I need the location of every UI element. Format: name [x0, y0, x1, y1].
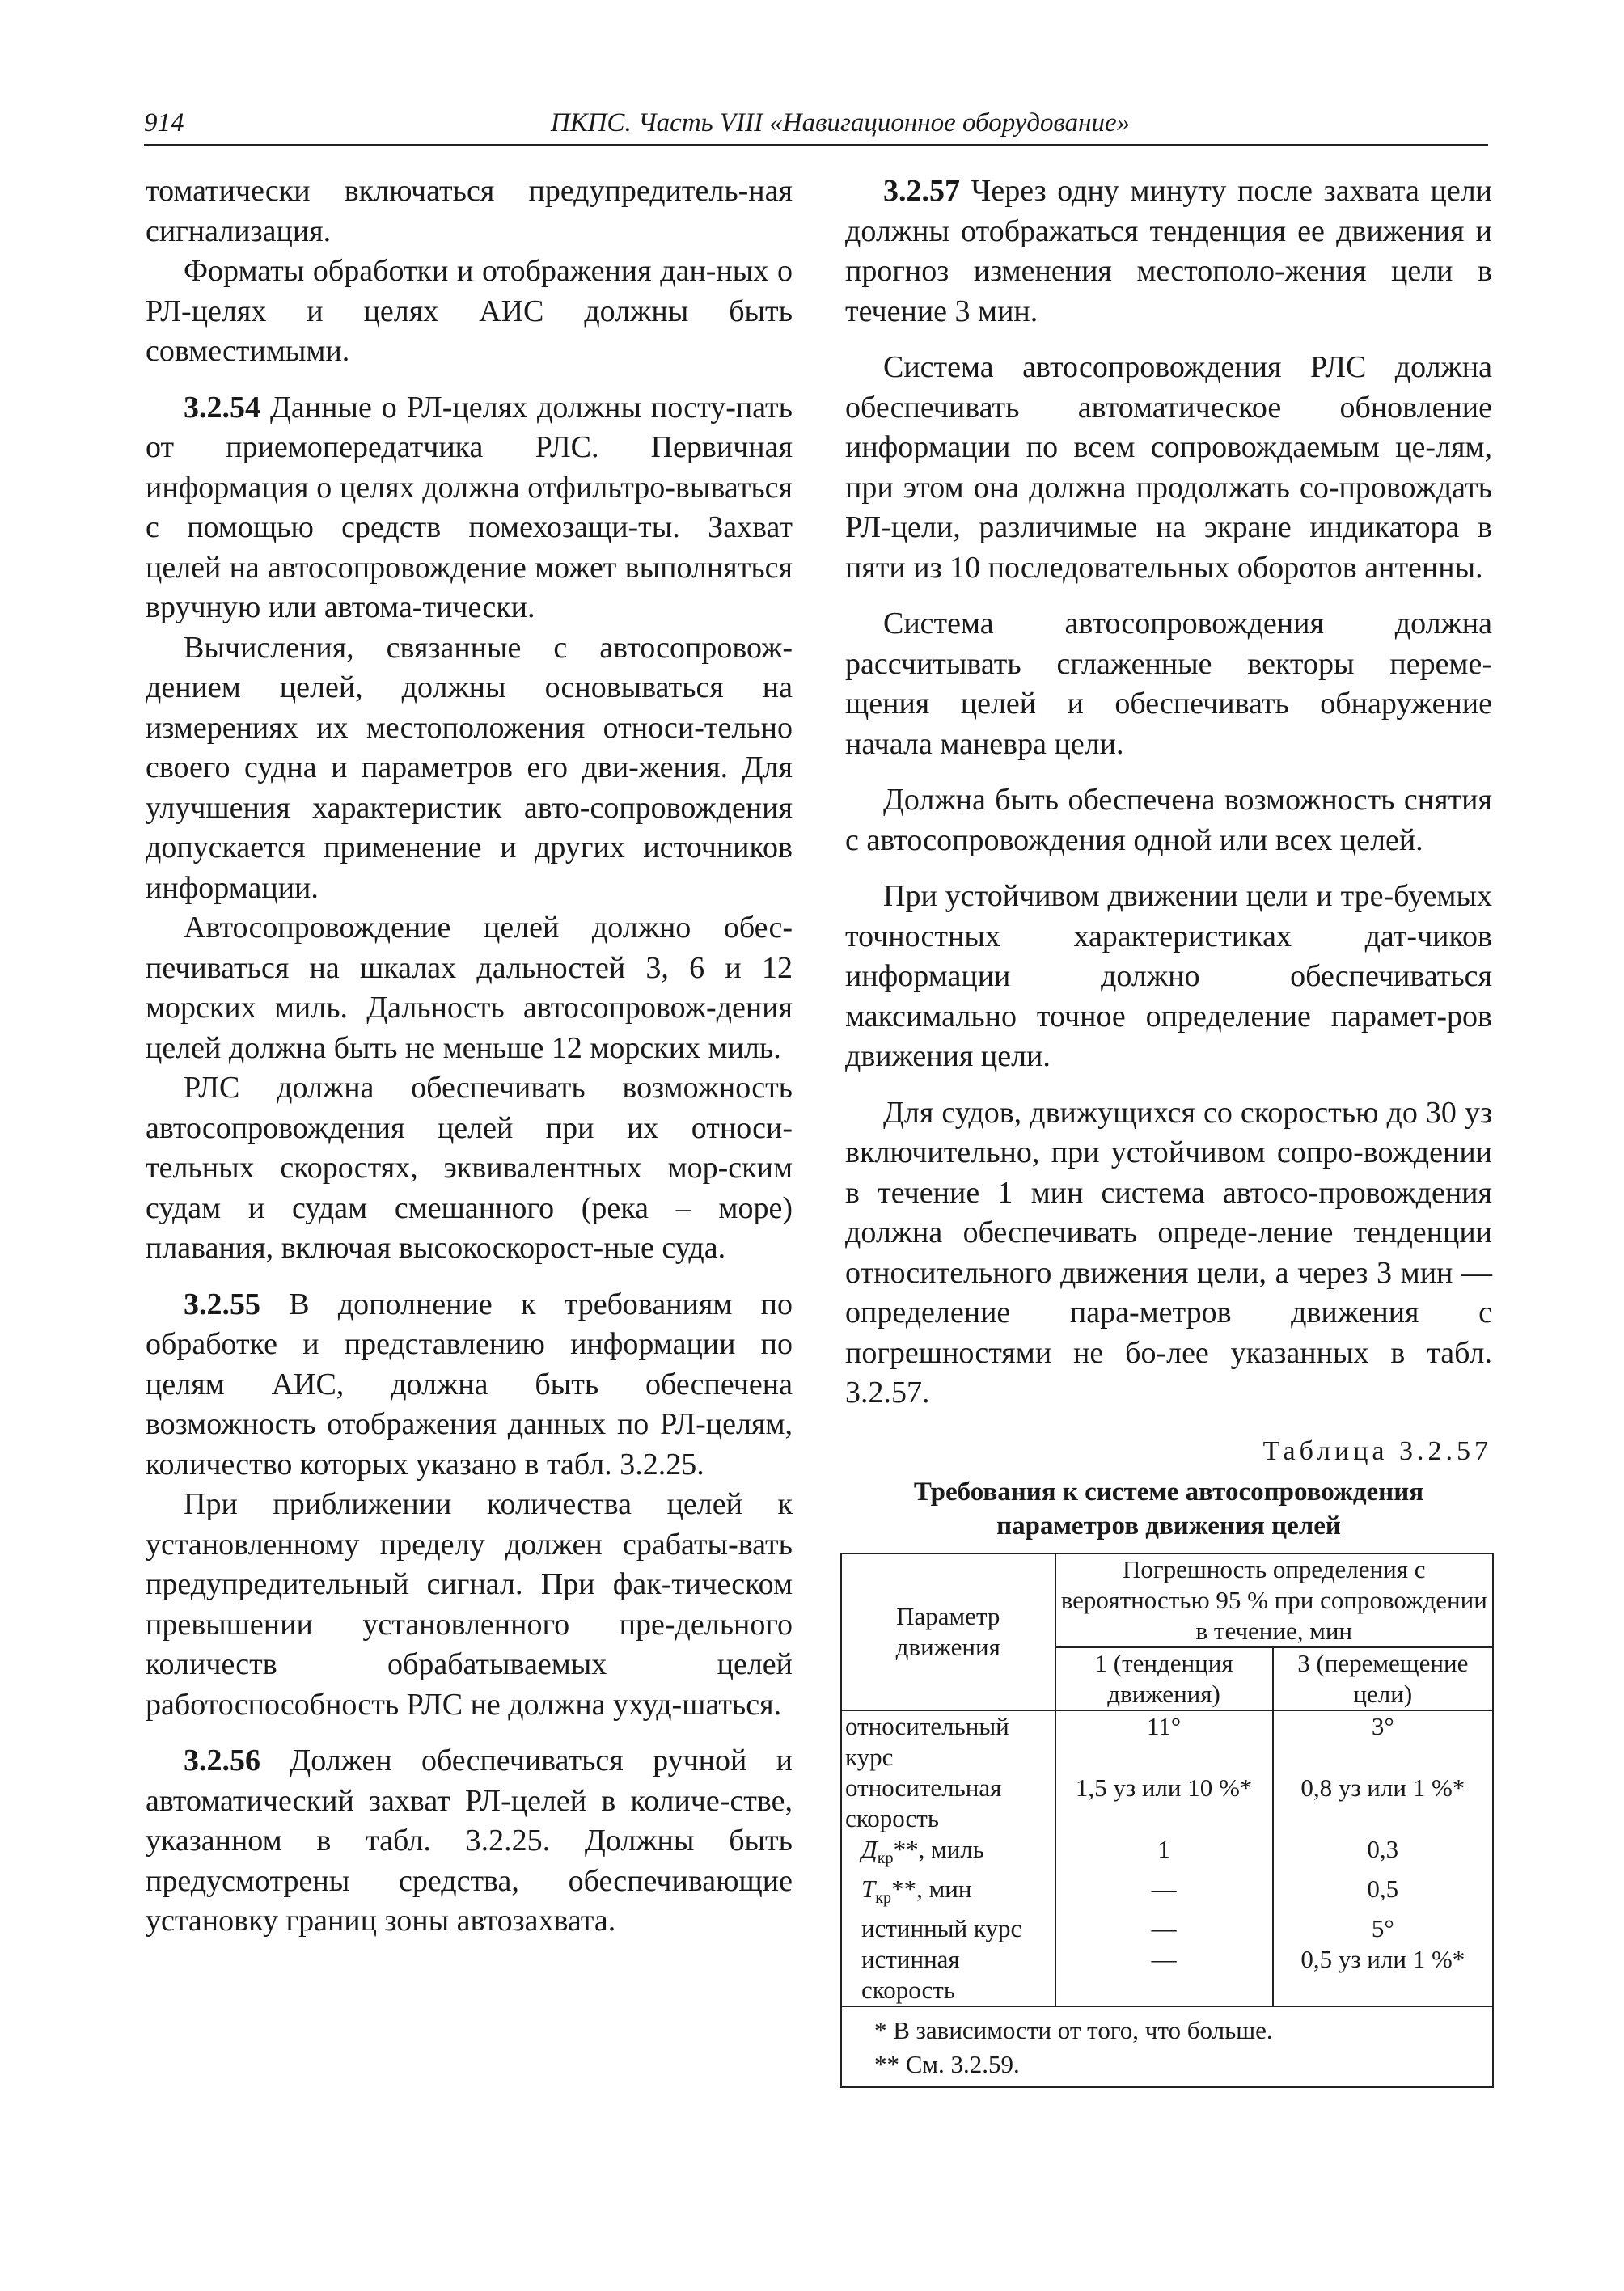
paragraph: Должна быть обеспечена возможность снятия с автосопровождения одной или всех целей.	[845, 783, 1492, 857]
footnotes	[841, 2006, 1493, 2087]
table-title	[845, 1475, 1492, 1543]
section-text: Должен обеспечиваться ручной и автоматический захват РЛ-целей в количе-стве, указанном в табл. 3.2.25. Должны быть предусмотрены средства, обеспечивающие установку границ зоны автозахвата.	[146, 1744, 793, 1938]
footnote: ** См. 3.2.59.	[874, 2049, 1020, 2078]
table-row	[841, 1944, 1493, 2006]
cell-v1: —	[1055, 1944, 1273, 2006]
paragraph: Система автосопровождения РЛС должна обеспечивать автоматическое обновление информации по всем сопровождаемым це-лям, при этом она должна продолжать со-провождать РЛ-цели, различимые на экране индикатора в пяти из 10 последовательных оборотов антенны.	[845, 350, 1492, 585]
cell-v1: 11°	[1055, 1710, 1273, 1773]
cell-v3: 0,3	[1273, 1834, 1493, 1874]
cell-v3: 0,5	[1273, 1874, 1493, 1913]
section-3-2-56	[146, 1741, 793, 1942]
symbol-unit: **, миль	[893, 1834, 984, 1863]
table-row	[841, 1874, 1493, 1913]
symbol: Т	[861, 1874, 876, 1903]
section-number: 3.2.56	[184, 1744, 260, 1777]
cell-v1: —	[1055, 1913, 1273, 1944]
cell-v3: 0,8 уз или 1 %*	[1273, 1773, 1493, 1834]
cell-param: относительный курс	[841, 1710, 1055, 1773]
paragraph: Для судов, движущихся со скоростью до 30 уз включительно, при устойчивом сопро-вождении в течение 1 мин система автосо-провождения должна обеспечивать опреде-ление тенденции относительного движения цели, а через 3 мин — определение пара-метров движения с погрешностями не бо-лее указанных в табл. 3.2.57.	[845, 1095, 1492, 1410]
section-text: Через одну минуту после захвата цели должны отображаться тенденция ее движения и прогноз изменения местополо-жения цели в течение 3 мин.	[845, 174, 1492, 328]
paragraph: Система автосопровождения должна рассчитывать сглаженные векторы переме-щения целей и обеспечивать обнаружение начала маневра цели.	[845, 607, 1492, 761]
symbol-subscript: кр	[877, 1849, 894, 1867]
requirements-table	[840, 1553, 1494, 2088]
cell-param	[841, 1874, 1055, 1913]
footnote: * В зависимости от того, что больше.	[874, 2015, 1273, 2044]
cell-param: истинная скорость	[841, 1944, 1055, 2006]
section-text: В дополнение к требованиям по обработке и представлению информации по целям АИС, должна быть обеспечена возможность отображения данных по РЛ-целям, количество которых указано в табл. 3.2.25.	[146, 1287, 793, 1482]
paragraph: РЛС должна обеспечивать возможность автосопровождения целей при их относи-тельных скоростях, эквивалентных мор-ским судам и судам смешанного (река – море) плавания, включая высокоскорост-ные суда.	[146, 1071, 793, 1265]
table-row	[841, 1913, 1493, 1944]
left-column	[146, 171, 793, 1942]
table-row	[841, 1710, 1493, 1773]
symbol-subscript: кр	[875, 1888, 892, 1907]
paragraph: Автосопровождение целей должно обес-печиваться на шкалах дальностей 3, 6 и 12 морских миль. Дальность автосопровож-дения целей должна быть не меньше 12 морских миль.	[146, 911, 793, 1065]
section-number: 3.2.55	[184, 1287, 260, 1321]
running-title: ПКПС. Часть VIII «Навигационное оборудование»	[550, 108, 1131, 137]
cell-v3: 0,5 уз или 1 %*	[1273, 1944, 1493, 2006]
cell-v3: 3°	[1273, 1710, 1493, 1773]
paragraph: томатически включаться предупредитель-ная сигнализация.	[146, 174, 793, 248]
table-row	[841, 1834, 1493, 1874]
symbol: Д	[861, 1834, 878, 1863]
cell-v1: 1	[1055, 1834, 1273, 1874]
table-notes	[841, 2006, 1493, 2087]
section-3-2-57	[845, 171, 1492, 332]
table-title-line: Требования к системе автосопровождения	[913, 1477, 1424, 1507]
cell-param	[841, 1834, 1055, 1874]
paragraph: Форматы обработки и отображения дан-ных о РЛ-целях и целях АИС должны быть совместимыми.	[146, 254, 793, 368]
paragraph: Вычисления, связанные с автосопровож-дением целей, должны основываться на измерениях их местоположения относи-тельно своего судна и параметров его дви-жения. Для улучшения характеристик авто-сопровождения допускается применение и других источников информации.	[146, 630, 793, 905]
section-text: Данные о РЛ-целях должны посту-пать от приемопередатчика РЛС. Первичная информация о целях должна отфильтро-вываться с помощью средств помехозащи-ты. Захват целей на автосопровождение может выполняться вручную или автома-тически.	[146, 390, 793, 624]
header-col-1: 1 (тенденция движения)	[1055, 1647, 1273, 1710]
section-number: 3.2.57	[883, 174, 960, 208]
paragraph: При устойчивом движении цели и тре-буемых точностных характеристиках дат-чиков информации должно обеспечиваться максимально точное определение парамет-ров движения цели.	[845, 879, 1492, 1073]
symbol-unit: **, мин	[891, 1874, 972, 1903]
running-header	[144, 104, 1488, 146]
table-title-line: параметров движения целей	[996, 1511, 1341, 1541]
table-row	[841, 1773, 1493, 1834]
paragraph: При приближении количества целей к установленному пределу должен срабаты-вать предупредительный сигнал. При фак-тическом превышении установленного пре-дельного количеств обрабатываемых целей работоспособность РЛС не должна ухуд-шаться.	[146, 1487, 793, 1722]
header-error: Погрешность определения с вероятностью 95 % при сопровождении в течение, мин	[1055, 1553, 1493, 1647]
cell-v1: 1,5 уз или 10 %*	[1055, 1773, 1273, 1834]
section-number: 3.2.54	[184, 390, 260, 425]
cell-param: относительная скорость	[841, 1773, 1055, 1834]
table-caption: Таблица 3.2.57	[1262, 1435, 1492, 1466]
cell-v1: —	[1055, 1874, 1273, 1913]
right-column	[845, 171, 1492, 2088]
header-col-3: 3 (перемещение цели)	[1273, 1647, 1493, 1710]
page-number: 914	[144, 108, 184, 137]
header-param: Параметр движения	[841, 1553, 1055, 1710]
section-3-2-54	[146, 388, 793, 628]
section-3-2-55	[146, 1285, 793, 1486]
cell-v3: 5°	[1273, 1913, 1493, 1944]
cell-param: истинный курс	[841, 1913, 1055, 1944]
